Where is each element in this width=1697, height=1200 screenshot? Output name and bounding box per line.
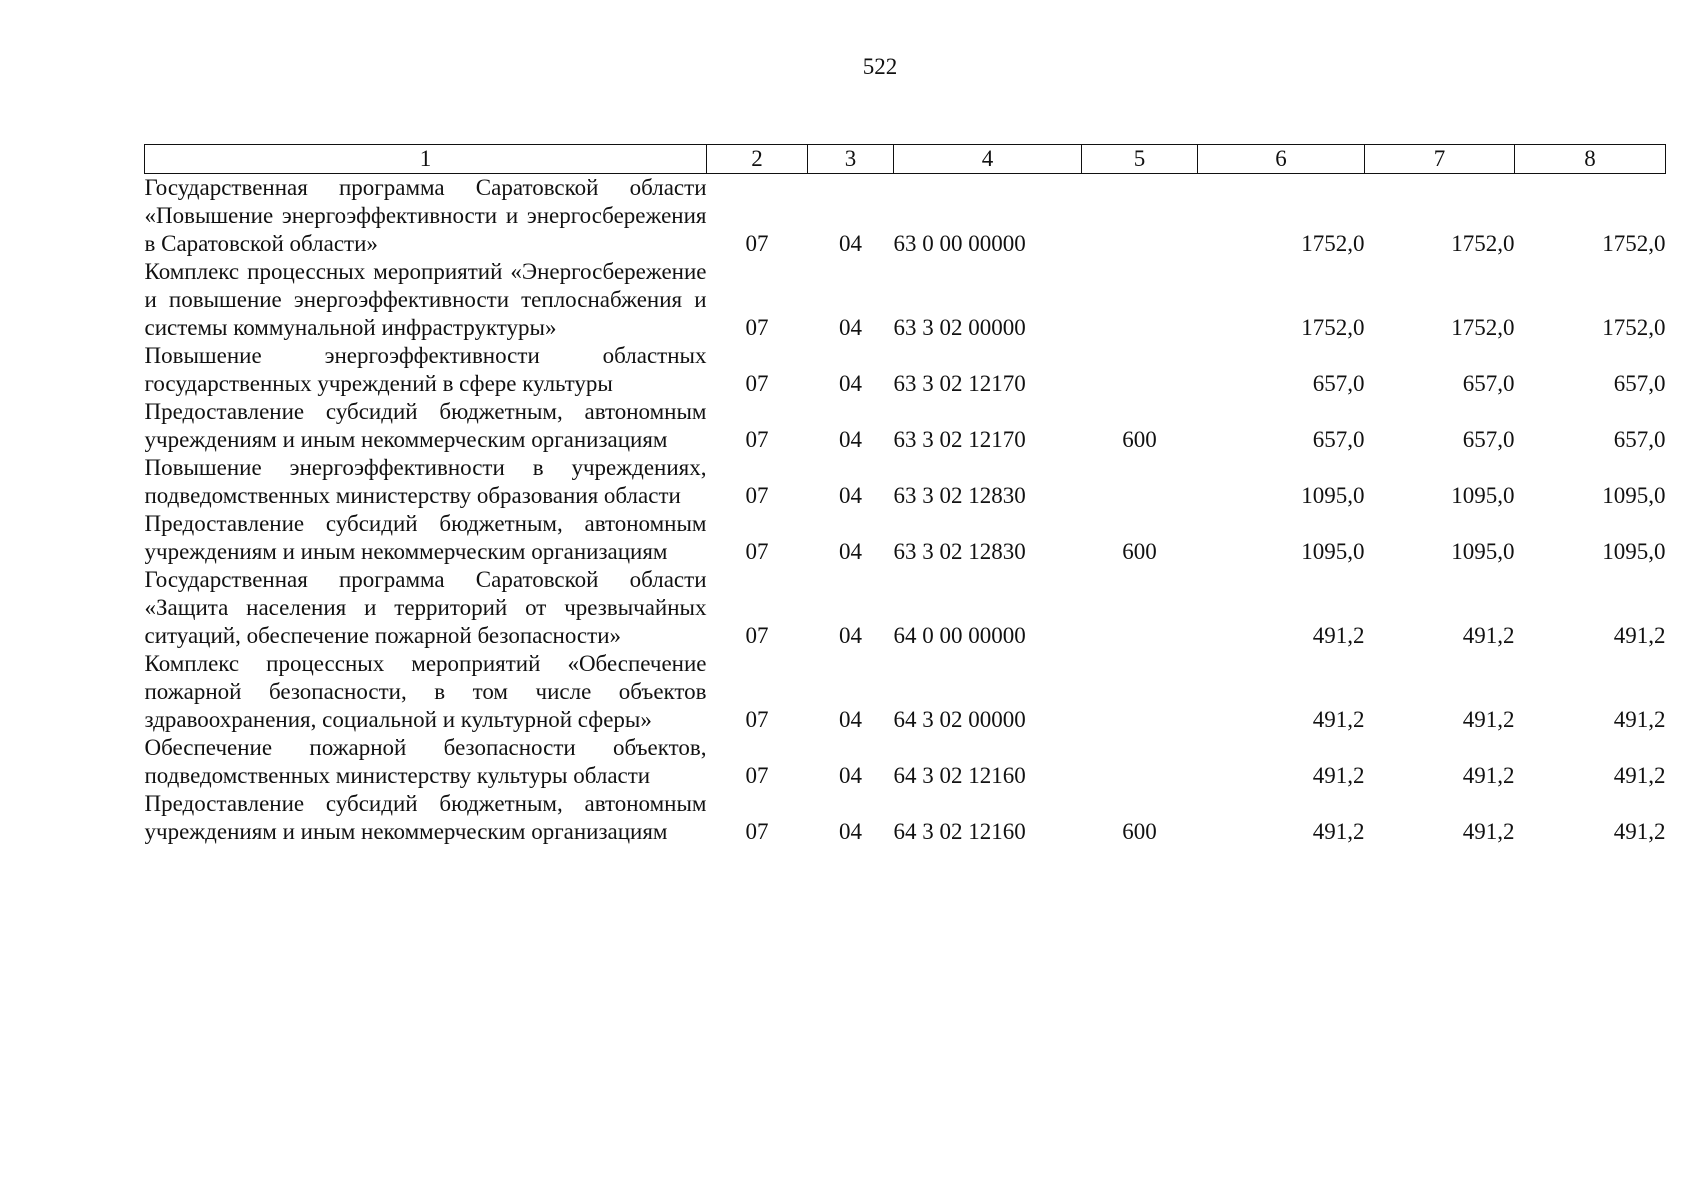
page-number: 522 — [862, 54, 898, 79]
row-expense-type — [1082, 566, 1198, 650]
row-name: Государственная программа Саратовской области «Повышение энергоэффективности и энергосбережения в Саратовской области» — [144, 175, 707, 256]
row-amount-6: 491,2 — [1312, 707, 1365, 732]
row-amount-6: 491,2 — [1312, 763, 1365, 788]
table-row — [145, 790, 1666, 846]
row-section: 07 — [745, 763, 769, 788]
header-col-2: 2 — [707, 145, 808, 174]
header-row — [145, 145, 1666, 174]
row-section: 07 — [745, 707, 769, 732]
row-amount-6: 657,0 — [1312, 371, 1365, 396]
row-subsection: 04 — [839, 231, 862, 256]
row-amount-7: 1095,0 — [1451, 539, 1515, 564]
row-target-code: 63 0 00 00000 — [893, 231, 1026, 256]
row-expense-type — [1082, 454, 1198, 510]
header-col-1: 1 — [145, 145, 707, 174]
row-subsection: 04 — [839, 315, 862, 340]
row-expense-type: 600 — [1122, 427, 1157, 452]
row-name: Комплекс процессных мероприятий «Энергосбережение и повышение энергоэффективности теплоснабжения и системы коммунальной инфраструктуры» — [144, 259, 707, 340]
row-amount-8: 1752,0 — [1602, 231, 1666, 256]
row-subsection: 04 — [839, 371, 862, 396]
table-row — [145, 734, 1666, 790]
row-name: Комплекс процессных мероприятий «Обеспечение пожарной безопасности, в том числе объектов здравоохранения, социальной и культурной сферы» — [144, 651, 707, 732]
row-target-code: 63 3 02 00000 — [893, 315, 1026, 340]
row-amount-7: 491,2 — [1462, 819, 1515, 844]
row-amount-6: 1095,0 — [1301, 483, 1365, 508]
row-amount-8: 1095,0 — [1602, 539, 1666, 564]
table-row — [145, 510, 1666, 566]
row-target-code: 64 3 02 12160 — [893, 819, 1026, 844]
row-amount-7: 491,2 — [1462, 707, 1515, 732]
header-col-6: 6 — [1198, 145, 1365, 174]
row-expense-type: 600 — [1122, 539, 1157, 564]
row-section: 07 — [745, 819, 769, 844]
row-subsection: 04 — [839, 623, 862, 648]
row-expense-type: 600 — [1122, 819, 1157, 844]
row-section: 07 — [745, 483, 769, 508]
row-target-code: 64 3 02 00000 — [893, 707, 1026, 732]
row-name: Предоставление субсидий бюджетным, автономным учреждениям и иным некоммерческим организациям — [144, 511, 707, 564]
row-target-code: 63 3 02 12170 — [893, 371, 1026, 396]
row-subsection: 04 — [839, 483, 862, 508]
table-row — [145, 258, 1666, 342]
row-amount-7: 1752,0 — [1451, 231, 1515, 256]
row-expense-type — [1082, 342, 1198, 398]
row-target-code: 64 3 02 12160 — [893, 763, 1026, 788]
row-amount-6: 491,2 — [1312, 819, 1365, 844]
row-amount-6: 491,2 — [1312, 623, 1365, 648]
row-name: Предоставление субсидий бюджетным, автономным учреждениям и иным некоммерческим организациям — [144, 399, 707, 452]
header-col-4: 4 — [894, 145, 1082, 174]
row-expense-type — [1082, 650, 1198, 734]
row-section: 07 — [745, 315, 769, 340]
table-row — [145, 566, 1666, 650]
table-row — [145, 174, 1666, 259]
row-amount-6: 1095,0 — [1301, 539, 1365, 564]
row-amount-6: 1752,0 — [1301, 315, 1365, 340]
row-amount-6: 1752,0 — [1301, 231, 1365, 256]
row-subsection: 04 — [839, 539, 862, 564]
row-amount-8: 491,2 — [1613, 623, 1666, 648]
row-section: 07 — [745, 427, 769, 452]
row-expense-type — [1082, 258, 1198, 342]
row-target-code: 63 3 02 12830 — [893, 483, 1026, 508]
header-col-5: 5 — [1082, 145, 1198, 174]
header-col-3: 3 — [808, 145, 894, 174]
row-section: 07 — [745, 623, 769, 648]
row-subsection: 04 — [839, 763, 862, 788]
budget-table — [144, 144, 1666, 846]
row-section: 07 — [745, 231, 769, 256]
row-name: Предоставление субсидий бюджетным, автономным учреждениям и иным некоммерческим организациям — [144, 791, 707, 844]
row-amount-7: 1752,0 — [1451, 315, 1515, 340]
row-amount-8: 1752,0 — [1602, 315, 1666, 340]
row-amount-7: 657,0 — [1462, 371, 1515, 396]
row-name: Повышение энергоэффективности областных государственных учреждений в сфере культуры — [144, 343, 707, 396]
row-amount-8: 491,2 — [1613, 819, 1666, 844]
row-amount-7: 1095,0 — [1451, 483, 1515, 508]
table-row — [145, 398, 1666, 454]
row-subsection: 04 — [839, 707, 862, 732]
row-amount-8: 657,0 — [1613, 427, 1666, 452]
row-amount-8: 1095,0 — [1602, 483, 1666, 508]
row-amount-8: 657,0 — [1613, 371, 1666, 396]
row-target-code: 64 0 00 00000 — [893, 623, 1026, 648]
header-col-7: 7 — [1365, 145, 1515, 174]
row-section: 07 — [745, 371, 769, 396]
header-col-8: 8 — [1515, 145, 1666, 174]
row-target-code: 63 3 02 12830 — [893, 539, 1026, 564]
row-amount-6: 657,0 — [1312, 427, 1365, 452]
row-target-code: 63 3 02 12170 — [893, 427, 1026, 452]
row-expense-type — [1082, 174, 1198, 259]
row-name: Обеспечение пожарной безопасности объектов, подведомственных министерству культуры области — [144, 735, 707, 788]
table-row — [145, 454, 1666, 510]
row-amount-7: 491,2 — [1462, 763, 1515, 788]
table-row — [145, 342, 1666, 398]
row-section: 07 — [745, 539, 769, 564]
row-amount-7: 491,2 — [1462, 623, 1515, 648]
row-amount-7: 657,0 — [1462, 427, 1515, 452]
row-name: Государственная программа Саратовской области «Защита населения и территорий от чрезвычайных ситуаций, обеспечение пожарной безопасности» — [144, 567, 707, 648]
row-subsection: 04 — [839, 819, 862, 844]
row-name: Повышение энергоэффективности в учреждениях, подведомственных министерству образования области — [144, 455, 707, 508]
row-subsection: 04 — [839, 427, 862, 452]
row-expense-type — [1082, 734, 1198, 790]
row-amount-8: 491,2 — [1613, 763, 1666, 788]
table-row — [145, 650, 1666, 734]
row-amount-8: 491,2 — [1613, 707, 1666, 732]
